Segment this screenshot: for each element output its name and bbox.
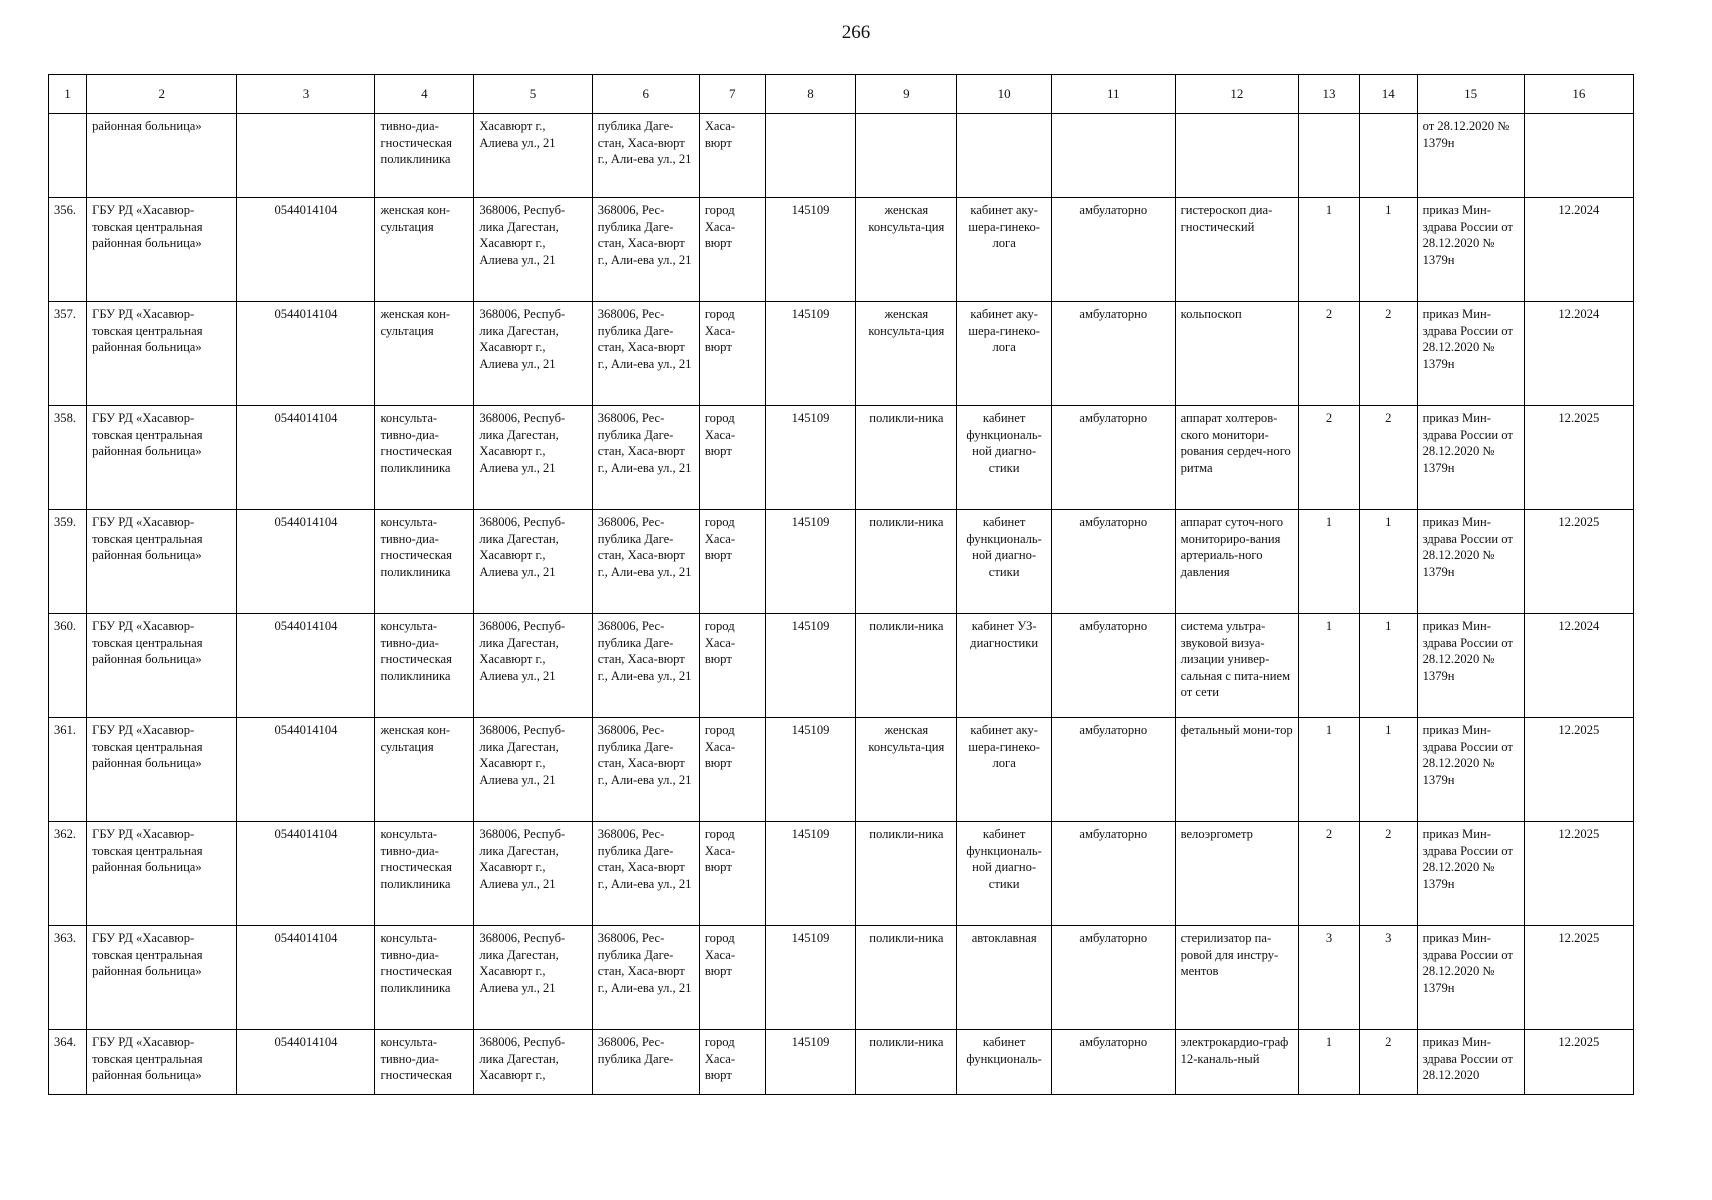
cell-inn: 0544014104 [237,718,375,822]
cell-unit [856,114,957,198]
cell-inn: 0544014104 [237,302,375,406]
equipment-registry-table [48,74,1634,1095]
cell-room: кабинет аку-шера-гинеко-лога [957,198,1052,302]
cell-address-legal: 368006, Респуб-лика Дагестан, Хасавюрт г., Алиева ул., 21 [474,302,592,406]
table-row [49,510,1634,614]
cell-unit: поликли-ника [856,406,957,510]
cell-address-actual: публика Даге-стан, Хаса-вюрт г., Али-ева ул., 21 [592,114,699,198]
cell-room: кабинет аку-шера-гинеко-лога [957,718,1052,822]
cell-num: 363. [49,926,87,1030]
cell-order: приказ Мин-здрава России от 28.12.2020 № 1379н [1417,822,1524,926]
column-header: 10 [957,75,1052,114]
cell-date: 12.2025 [1524,822,1633,926]
cell-order: приказ Мин-здрава России от 28.12.2020 № 1379н [1417,406,1524,510]
cell-subdivision: тивно-диа-гностическая поликлиника [375,114,474,198]
cell-order: от 28.12.2020 № 1379н [1417,114,1524,198]
cell-qty-need: 1 [1299,1030,1360,1095]
table-row [49,718,1634,822]
cell-address-legal: Хасавюрт г., Алиева ул., 21 [474,114,592,198]
cell-order: приказ Мин-здрава России от 28.12.2020 № 1379н [1417,510,1524,614]
cell-inn: 0544014104 [237,510,375,614]
cell-mode: амбулаторно [1052,198,1176,302]
cell-code: 145109 [765,614,856,718]
cell-subdivision: консульта-тивно-диа-гностическая [375,1030,474,1095]
cell-inn: 0544014104 [237,614,375,718]
table-row [49,926,1634,1030]
cell-qty-have: 2 [1359,822,1417,926]
cell-address-actual: 368006, Рес-публика Даге-стан, Хаса-вюрт г., Али-ева ул., 21 [592,926,699,1030]
cell-num: 358. [49,406,87,510]
cell-subdivision: консульта-тивно-диа-гностическая поликлиника [375,822,474,926]
cell-room: кабинет функциональ-ной диагно-стики [957,510,1052,614]
cell-address-actual: 368006, Рес-публика Даге-стан, Хаса-вюрт г., Али-ева ул., 21 [592,718,699,822]
cell-settlement: город Хаса-вюрт [699,926,765,1030]
cell-qty-need: 1 [1299,614,1360,718]
cell-qty-need: 1 [1299,510,1360,614]
cell-settlement: город Хаса-вюрт [699,718,765,822]
cell-address-actual: 368006, Рес-публика Даге-стан, Хаса-вюрт г., Али-ева ул., 21 [592,614,699,718]
cell-qty-have: 2 [1359,406,1417,510]
cell-num: 357. [49,302,87,406]
cell-mode: амбулаторно [1052,302,1176,406]
cell-mode: амбулаторно [1052,510,1176,614]
cell-code: 145109 [765,406,856,510]
cell-org: районная больница» [87,114,237,198]
cell-inn: 0544014104 [237,926,375,1030]
cell-inn [237,114,375,198]
column-header: 15 [1417,75,1524,114]
cell-num: 360. [49,614,87,718]
cell-qty-have: 3 [1359,926,1417,1030]
cell-code: 145109 [765,1030,856,1095]
cell-address-legal: 368006, Респуб-лика Дагестан, Хасавюрт г., Алиева ул., 21 [474,406,592,510]
cell-mode: амбулаторно [1052,822,1176,926]
cell-mode: амбулаторно [1052,406,1176,510]
cell-unit: поликли-ника [856,822,957,926]
cell-qty-need: 1 [1299,198,1360,302]
cell-address-actual: 368006, Рес-публика Даге-стан, Хаса-вюрт г., Али-ева ул., 21 [592,302,699,406]
cell-unit: женская консульта-ция [856,718,957,822]
cell-date: 12.2025 [1524,406,1633,510]
cell-room: кабинет УЗ-диагностики [957,614,1052,718]
column-header: 3 [237,75,375,114]
cell-unit: поликли-ника [856,926,957,1030]
cell-qty-have: 1 [1359,510,1417,614]
cell-equipment: стерилизатор па-ровой для инстру-ментов [1175,926,1299,1030]
cell-address-legal: 368006, Респуб-лика Дагестан, Хасавюрт г., Алиева ул., 21 [474,614,592,718]
cell-inn: 0544014104 [237,822,375,926]
cell-subdivision: консульта-тивно-диа-гностическая поликлиника [375,406,474,510]
cell-equipment: аппарат холтеров-ского монитори-рования сердеч-ного ритма [1175,406,1299,510]
cell-qty-need [1299,114,1360,198]
column-header: 2 [87,75,237,114]
cell-qty-have [1359,114,1417,198]
column-header: 13 [1299,75,1360,114]
cell-date: 12.2025 [1524,1030,1633,1095]
cell-inn: 0544014104 [237,1030,375,1095]
cell-subdivision: консульта-тивно-диа-гностическая поликлиника [375,510,474,614]
cell-order: приказ Мин-здрава России от 28.12.2020 № 1379н [1417,926,1524,1030]
cell-address-legal: 368006, Респуб-лика Дагестан, Хасавюрт г., Алиева ул., 21 [474,926,592,1030]
cell-mode: амбулаторно [1052,614,1176,718]
continuation-row [49,114,1634,198]
cell-code: 145109 [765,510,856,614]
cell-equipment [1175,114,1299,198]
cell-subdivision: консульта-тивно-диа-гностическая поликлиника [375,614,474,718]
cell-address-legal: 368006, Респуб-лика Дагестан, Хасавюрт г., Алиева ул., 21 [474,718,592,822]
column-number-header-row [49,75,1634,114]
column-header: 8 [765,75,856,114]
cell-code: 145109 [765,198,856,302]
cell-settlement: город Хаса-вюрт [699,1030,765,1095]
column-header: 4 [375,75,474,114]
cell-code: 145109 [765,926,856,1030]
cell-org: ГБУ РД «Хасавюр-товская центральная районная больница» [87,302,237,406]
cell-qty-have: 2 [1359,1030,1417,1095]
cell-order: приказ Мин-здрава России от 28.12.2020 № 1379н [1417,302,1524,406]
cell-code: 145109 [765,822,856,926]
column-header: 6 [592,75,699,114]
cell-code: 145109 [765,718,856,822]
column-header: 16 [1524,75,1633,114]
cell-subdivision: женская кон-сультация [375,718,474,822]
column-header: 12 [1175,75,1299,114]
cell-num: 362. [49,822,87,926]
cell-qty-need: 2 [1299,302,1360,406]
cell-date: 12.2025 [1524,926,1633,1030]
cell-address-legal: 368006, Респуб-лика Дагестан, Хасавюрт г., Алиева ул., 21 [474,822,592,926]
cell-date: 12.2024 [1524,198,1633,302]
cell-num: 364. [49,1030,87,1095]
cell-mode [1052,114,1176,198]
cell-unit: поликли-ника [856,510,957,614]
cell-qty-need: 2 [1299,406,1360,510]
cell-qty-have: 1 [1359,718,1417,822]
cell-mode: амбулаторно [1052,1030,1176,1095]
column-header: 9 [856,75,957,114]
column-header: 14 [1359,75,1417,114]
cell-order: приказ Мин-здрава России от 28.12.2020 [1417,1030,1524,1095]
cell-date [1524,114,1633,198]
cell-unit: женская консульта-ция [856,198,957,302]
cell-subdivision: женская кон-сультация [375,302,474,406]
cell-org: ГБУ РД «Хасавюр-товская центральная районная больница» [87,406,237,510]
cell-mode: амбулаторно [1052,718,1176,822]
cell-equipment: гистероскоп диа-гностический [1175,198,1299,302]
table-row [49,614,1634,718]
cell-equipment: фетальный мони-тор [1175,718,1299,822]
cell-subdivision: женская кон-сультация [375,198,474,302]
cell-order: приказ Мин-здрава России от 28.12.2020 № 1379н [1417,198,1524,302]
cell-address-legal: 368006, Респуб-лика Дагестан, Хасавюрт г., Алиева ул., 21 [474,198,592,302]
cell-settlement: город Хаса-вюрт [699,406,765,510]
cell-address-legal: 368006, Респуб-лика Дагестан, Хасавюрт г., [474,1030,592,1095]
cell-room [957,114,1052,198]
cell-date: 12.2024 [1524,302,1633,406]
cell-room: автоклавная [957,926,1052,1030]
table-row [49,198,1634,302]
table-row [49,406,1634,510]
cell-address-actual: 368006, Рес-публика Даге-стан, Хаса-вюрт г., Али-ева ул., 21 [592,198,699,302]
cell-unit: поликли-ника [856,1030,957,1095]
cell-org: ГБУ РД «Хасавюр-товская центральная районная больница» [87,198,237,302]
cell-subdivision: консульта-тивно-диа-гностическая поликлиника [375,926,474,1030]
cell-unit: поликли-ника [856,614,957,718]
cell-qty-need: 1 [1299,718,1360,822]
cell-mode: амбулаторно [1052,926,1176,1030]
cell-equipment: система ультра-звуковой визуа-лизации универ-сальная с пита-нием от сети [1175,614,1299,718]
cell-code: 145109 [765,302,856,406]
cell-org: ГБУ РД «Хасавюр-товская центральная районная больница» [87,1030,237,1095]
cell-settlement: город Хаса-вюрт [699,198,765,302]
cell-org: ГБУ РД «Хасавюр-товская центральная районная больница» [87,614,237,718]
cell-address-actual: 368006, Рес-публика Даге-стан, Хаса-вюрт г., Али-ева ул., 21 [592,822,699,926]
cell-address-actual: 368006, Рес-публика Даге- [592,1030,699,1095]
cell-order: приказ Мин-здрава России от 28.12.2020 № 1379н [1417,614,1524,718]
cell-room: кабинет аку-шера-гинеко-лога [957,302,1052,406]
cell-num [49,114,87,198]
column-header: 1 [49,75,87,114]
column-header: 5 [474,75,592,114]
cell-equipment: кольпоскоп [1175,302,1299,406]
cell-settlement: город Хаса-вюрт [699,510,765,614]
cell-org: ГБУ РД «Хасавюр-товская центральная районная больница» [87,718,237,822]
cell-inn: 0544014104 [237,198,375,302]
cell-inn: 0544014104 [237,406,375,510]
cell-settlement: город Хаса-вюрт [699,614,765,718]
cell-room: кабинет функциональ- [957,1030,1052,1095]
cell-org: ГБУ РД «Хасавюр-товская центральная районная больница» [87,822,237,926]
cell-equipment: электрокардио-граф 12-каналь-ный [1175,1030,1299,1095]
cell-qty-need: 3 [1299,926,1360,1030]
cell-room: кабинет функциональ-ной диагно-стики [957,406,1052,510]
cell-num: 361. [49,718,87,822]
cell-qty-have: 1 [1359,198,1417,302]
cell-room: кабинет функциональ-ной диагно-стики [957,822,1052,926]
cell-qty-have: 1 [1359,614,1417,718]
cell-unit: женская консульта-ция [856,302,957,406]
cell-code [765,114,856,198]
page-number: 266 [841,22,871,43]
cell-date: 12.2025 [1524,510,1633,614]
cell-settlement: город Хаса-вюрт [699,302,765,406]
cell-org: ГБУ РД «Хасавюр-товская центральная районная больница» [87,510,237,614]
table-row [49,302,1634,406]
cell-num: 356. [49,198,87,302]
cell-num: 359. [49,510,87,614]
cell-address-legal: 368006, Респуб-лика Дагестан, Хасавюрт г., Алиева ул., 21 [474,510,592,614]
cell-qty-need: 2 [1299,822,1360,926]
cell-equipment: велоэргометр [1175,822,1299,926]
cell-settlement: Хаса-вюрт [699,114,765,198]
column-header: 11 [1052,75,1176,114]
cell-address-actual: 368006, Рес-публика Даге-стан, Хаса-вюрт г., Али-ева ул., 21 [592,510,699,614]
cell-address-actual: 368006, Рес-публика Даге-стан, Хаса-вюрт г., Али-ева ул., 21 [592,406,699,510]
cell-order: приказ Мин-здрава России от 28.12.2020 № 1379н [1417,718,1524,822]
cell-date: 12.2024 [1524,614,1633,718]
cell-date: 12.2025 [1524,718,1633,822]
cell-org: ГБУ РД «Хасавюр-товская центральная районная больница» [87,926,237,1030]
column-header: 7 [699,75,765,114]
cell-qty-have: 2 [1359,302,1417,406]
table-row [49,822,1634,926]
cell-equipment: аппарат суточ-ного мониториро-вания артериаль-ного давления [1175,510,1299,614]
table-row [49,1030,1634,1095]
cell-settlement: город Хаса-вюрт [699,822,765,926]
